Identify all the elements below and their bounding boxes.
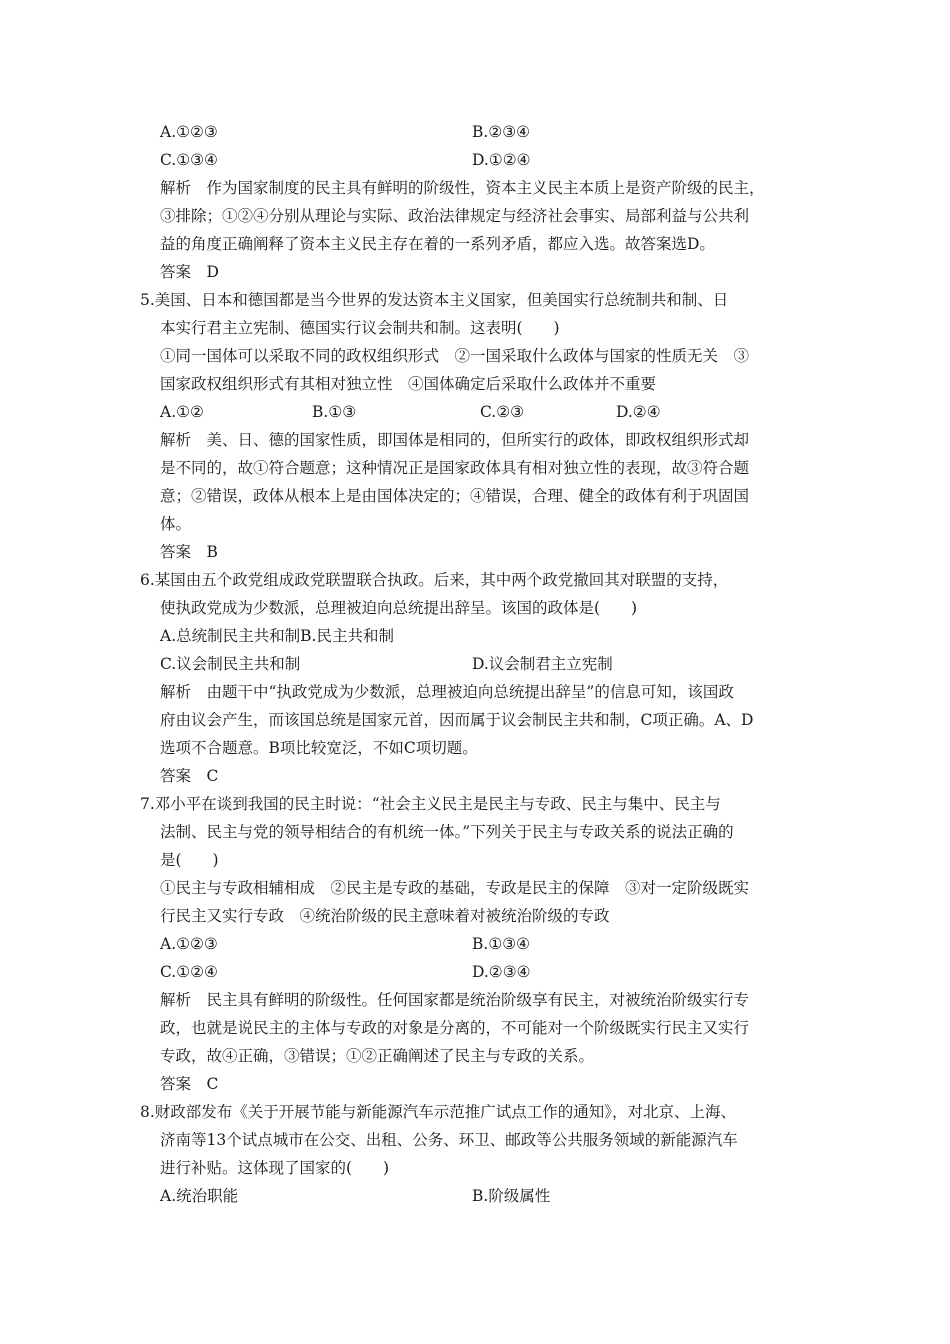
q6-analysis-line: 府由议会产生，而该国总统是国家元首，因而属于议会制民主共和制，C项正确。A、D — [160, 711, 754, 729]
q8-stem-line: 8.财政部发布《关于开展节能与新能源汽车示范推广试点工作的通知》，对北京、上海、 — [140, 1103, 737, 1121]
q5-analysis-line: 意；②错误，政体从根本上是由国体决定的；④错误，合理、健全的政体有利于巩固国 — [160, 487, 750, 505]
q8-option-b: B.阶级属性 — [472, 1187, 551, 1205]
q5-option-b: B.①③ — [312, 403, 357, 421]
q7-analysis-line: 解析 民主具有鲜明的阶级性。任何国家都是统治阶级享有民主，对被统治阶级实行专 — [160, 991, 750, 1009]
q6-option-ab: A.总统制民主共和制B.民主共和制 — [160, 627, 394, 645]
q8-stem-line: 济南等13个试点城市在公交、出租、公务、环卫、邮政等公共服务领域的新能源汽车 — [160, 1131, 738, 1149]
q5-option-c: C.②③ — [480, 403, 525, 421]
q5-stem-line: 5.美国、日本和德国都是当今世界的发达资本主义国家，但美国实行总统制共和制、日 — [140, 291, 729, 309]
q7-stem-line: 是( ) — [160, 851, 219, 869]
q6-option-c: C.议会制民主共和制 — [160, 655, 301, 673]
q8-option-a: A.统治职能 — [160, 1187, 239, 1205]
q5-statement-line: 国家政权组织形式有其相对独立性 ④国体确定后采取什么政体并不重要 — [160, 375, 657, 393]
q7-statement-line: ①民主与专政相辅相成 ②民主是专政的基础，专政是民主的保障 ③对一定阶级既实 — [160, 879, 750, 897]
q6-stem-line: 使执政党成为少数派，总理被迫向总统提出辞呈。该国的政体是( ) — [160, 599, 638, 617]
q7-analysis-line: 专政，故④正确，③错误；①②正确阐述了民主与专政的关系。 — [160, 1047, 595, 1065]
q7-option-c: C.①②④ — [160, 963, 218, 981]
q5-option-a: A.①② — [160, 403, 204, 421]
q6-stem-line: 6.某国由五个政党组成政党联盟联合执政。后来，其中两个政党撤回其对联盟的支持， — [140, 571, 729, 589]
q5-answer: 答案 B — [160, 543, 218, 561]
q7-analysis-line: 政，也就是说民主的主体与专政的对象是分离的，不可能对一个阶级既实行民主又实行 — [160, 1019, 750, 1037]
q4-option-d: D.①②④ — [472, 151, 531, 169]
q5-stem-line: 本实行君主立宪制、德国实行议会制共和制。这表明( ) — [160, 319, 560, 337]
q7-statement-line: 行民主又实行专政 ④统治阶级的民主意味着对被统治阶级的专政 — [160, 907, 610, 925]
q7-option-d: D.②③④ — [472, 963, 531, 981]
q7-stem-line: 法制、民主与党的领导相结合的有机统一体。”下列关于民主与专政关系的说法正确的 — [160, 823, 734, 841]
q4-analysis-line: ③排除；①②④分别从理论与实际、政治法律规定与经济社会事实、局部利益与公共利 — [160, 207, 750, 225]
q4-answer: 答案 D — [160, 263, 219, 281]
q6-analysis-line: 选项不合题意。B项比较宽泛，不如C项切题。 — [160, 739, 478, 757]
q7-option-b: B.①③④ — [472, 935, 531, 953]
q4-analysis-line: 益的角度正确阐释了资本主义民主存在着的一系列矛盾，都应入选。故答案选D。 — [160, 235, 715, 253]
q6-option-d: D.议会制君主立宪制 — [472, 655, 613, 673]
q5-analysis-line: 体。 — [160, 515, 192, 533]
q6-answer: 答案 C — [160, 767, 219, 785]
q5-option-d: D.②④ — [616, 403, 661, 421]
q7-option-a: A.①②③ — [160, 935, 218, 953]
q4-option-b: B.②③④ — [472, 123, 531, 141]
q7-stem-line: 7.邓小平在谈到我国的民主时说：“社会主义民主是民主与专政、民主与集中、民主与 — [140, 795, 721, 813]
q6-analysis-line: 解析 由题干中“执政党成为少数派，总理被迫向总统提出辞呈”的信息可知，该国政 — [160, 683, 734, 701]
q4-option-c: C.①③④ — [160, 151, 218, 169]
q4-option-a: A.①②③ — [160, 123, 218, 141]
q8-stem-line: 进行补贴。这体现了国家的( ) — [160, 1159, 390, 1177]
q7-answer: 答案 C — [160, 1075, 219, 1093]
q5-analysis-line: 解析 美、日、德的国家性质，即国体是相同的，但所实行的政体，即政权组织形式却 — [160, 431, 750, 449]
q5-analysis-line: 是不同的，故①符合题意；这种情况正是国家政体具有相对独立性的表现，故③符合题 — [160, 459, 750, 477]
q5-statement-line: ①同一国体可以采取不同的政权组织形式 ②一国采取什么政体与国家的性质无关 ③ — [160, 347, 750, 365]
q4-analysis-line: 解析 作为国家制度的民主具有鲜明的阶级性，资本主义民主本质上是资产阶级的民主， — [160, 179, 765, 197]
